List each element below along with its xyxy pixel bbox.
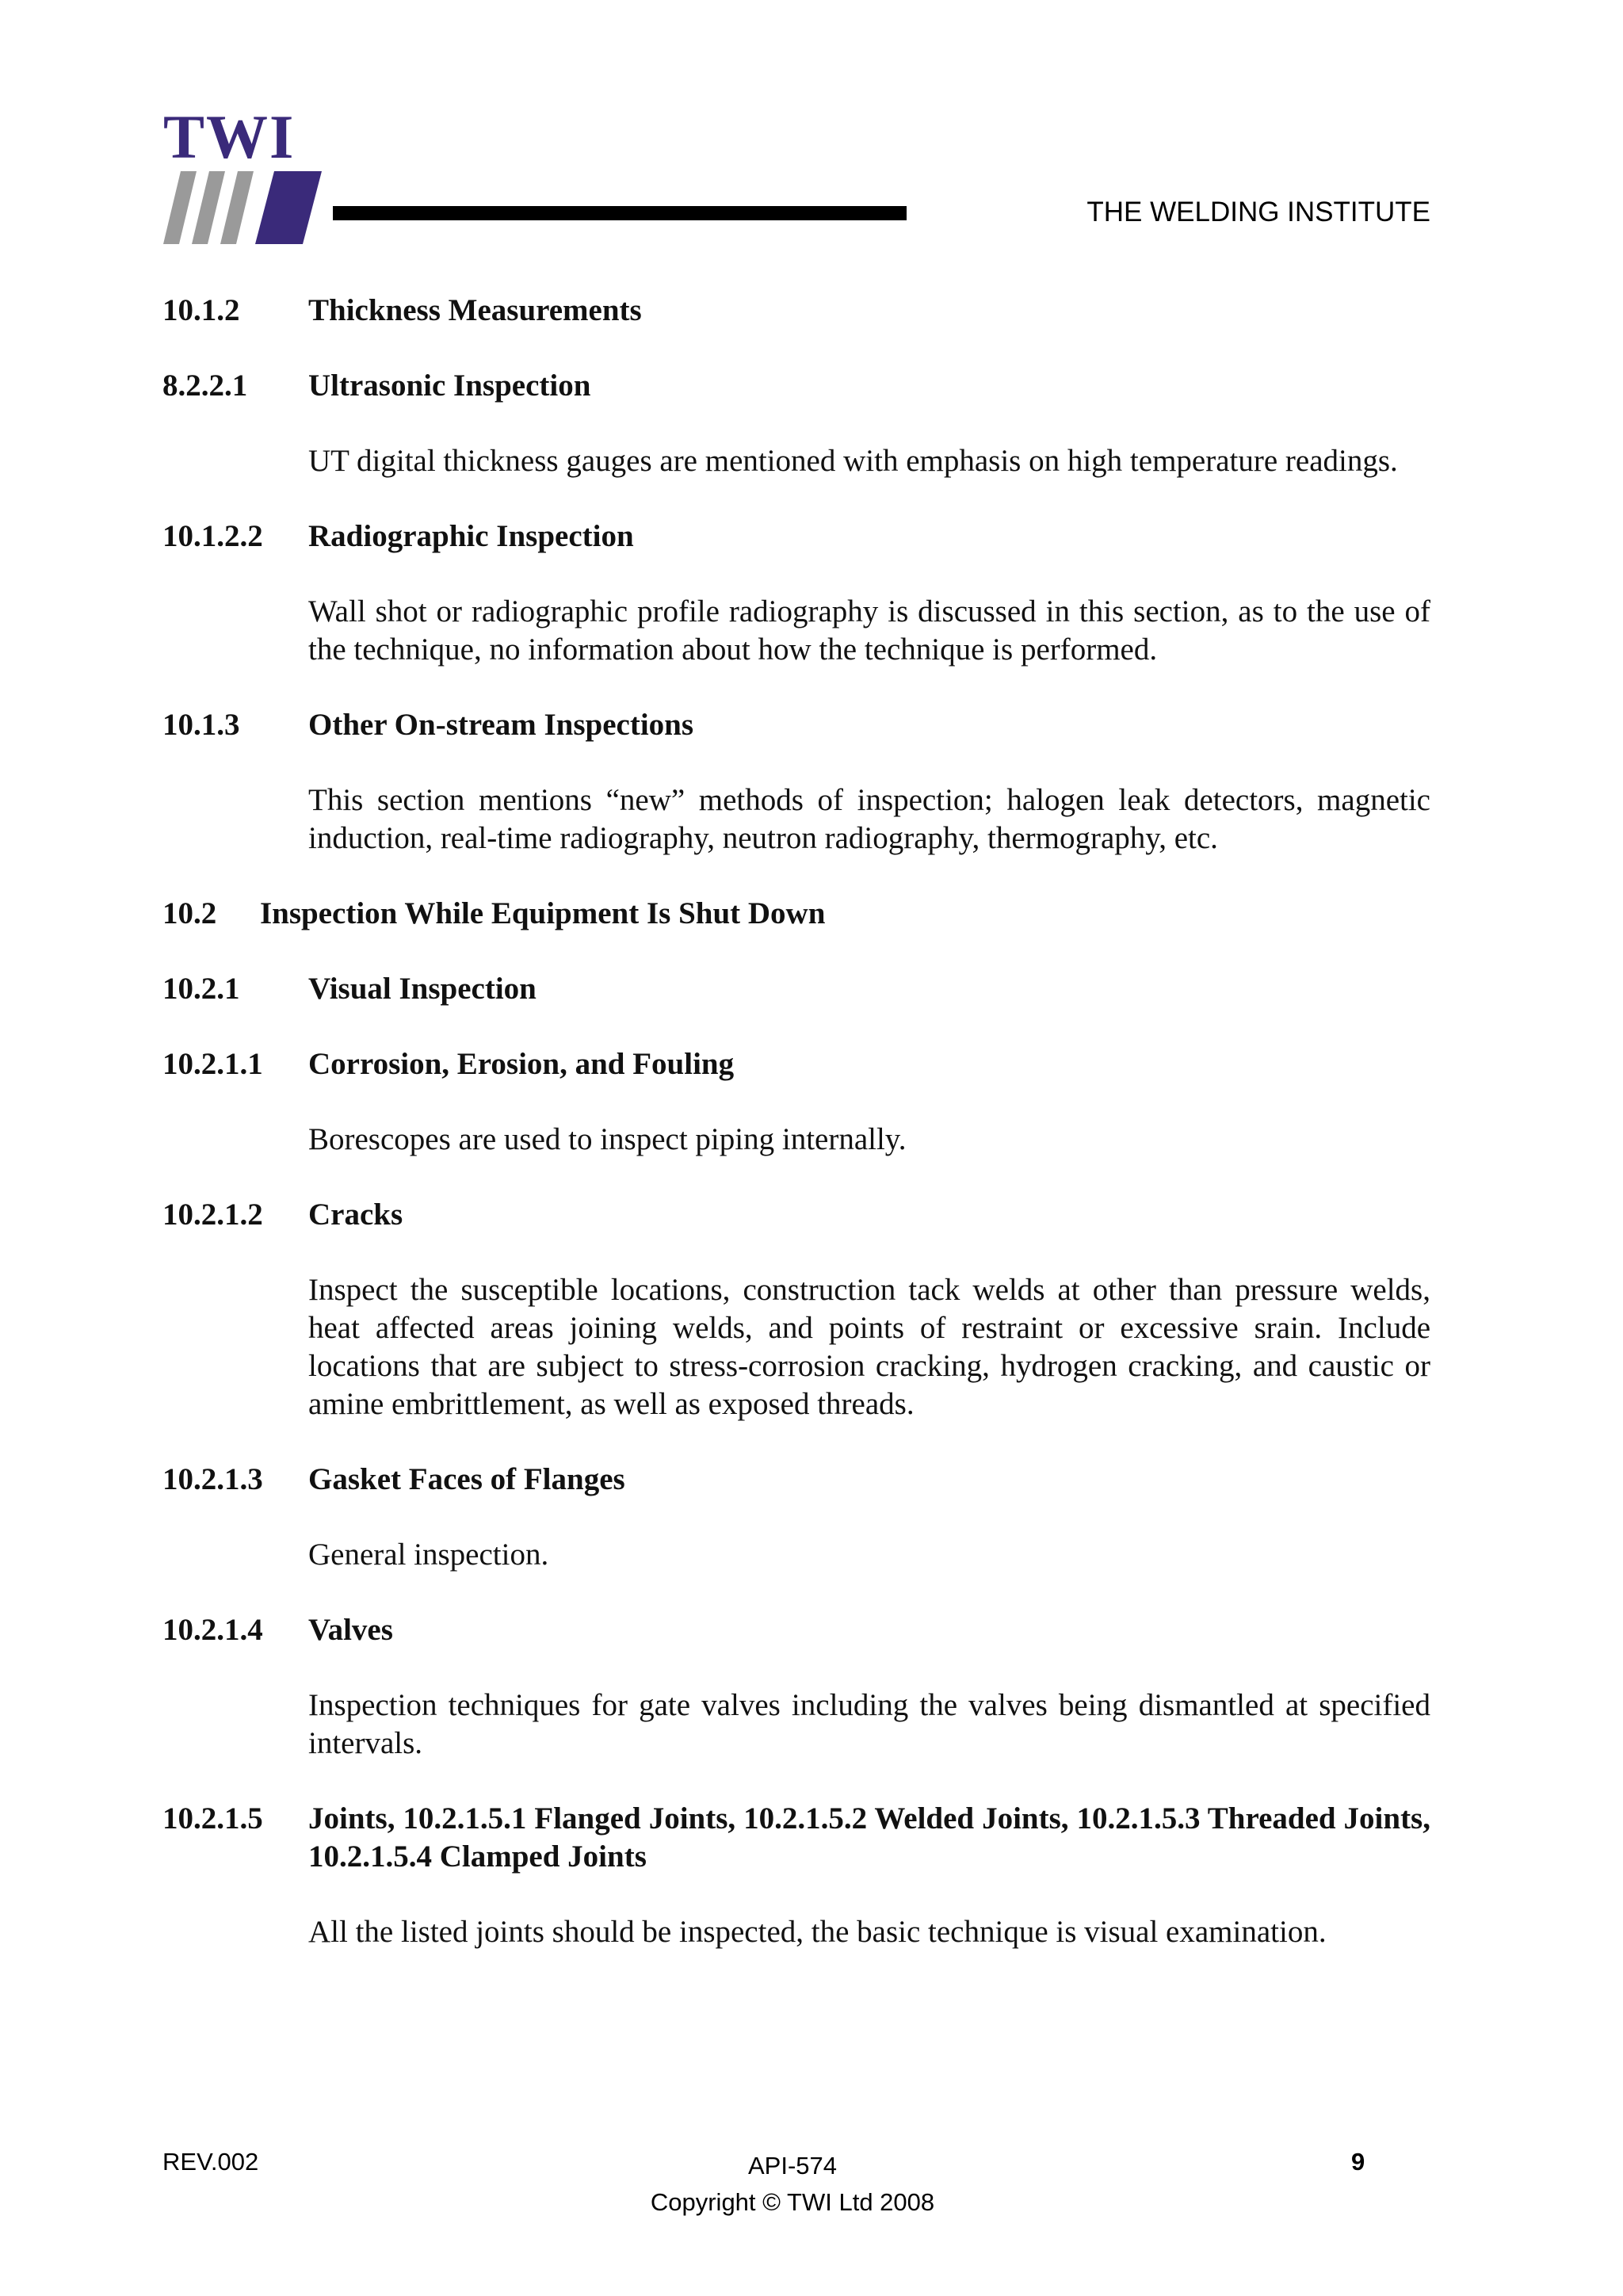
- header-rule: [333, 206, 907, 220]
- section-title: Joints, 10.2.1.5.1 Flanged Joints, 10.2.1.5.2 Welded Joints, 10.2.1.5.3 Threaded Joints, 10.2.1.5.4 Clamped Joints: [308, 1801, 1430, 1874]
- section-heading: [162, 1800, 1430, 1876]
- section-number: 10.2.1.3: [162, 1462, 263, 1496]
- twi-logo: [163, 102, 330, 244]
- section-title: Valves: [308, 1613, 393, 1647]
- document-body: [162, 292, 1430, 1988]
- section-heading: [162, 518, 1430, 556]
- section-paragraph: This section mentions “new” methods of inspection; halogen leak detectors, magnetic induction, real-time radiography, neutron radiography, thermography, etc.: [308, 783, 1430, 855]
- logo-text: TWI: [163, 102, 296, 171]
- section-title: Radiographic Inspection: [308, 519, 634, 553]
- section-number: 10.2.1.1: [162, 1047, 263, 1081]
- section-heading: [162, 1611, 1430, 1649]
- section-title: Visual Inspection: [308, 972, 537, 1006]
- section-heading: [162, 1196, 1430, 1234]
- section-number: 10.1.3: [162, 708, 240, 742]
- section-title: Ultrasonic Inspection: [308, 369, 591, 403]
- section-paragraph: Inspect the susceptible locations, construction tack welds at other than pressure welds, heat affected areas joining welds, and points of restraint or excessive srain. Include locations that are subject to stress-corrosion cracking, hydrogen cracking, and caustic or amine embrittlement, as well as exposed threads.: [308, 1273, 1430, 1421]
- section-heading: [162, 292, 1430, 330]
- section-title: Corrosion, Erosion, and Fouling: [308, 1047, 735, 1081]
- section-heading: [162, 970, 1430, 1008]
- section-title: Other On-stream Inspections: [308, 708, 694, 742]
- revision-label: REV.002: [162, 2148, 259, 2176]
- document-code: API-574: [747, 2152, 837, 2179]
- institute-name: THE WELDING INSTITUTE: [1086, 197, 1430, 227]
- section-number: 10.2.1.5: [162, 1801, 263, 1836]
- section-number: 10.2.1: [162, 972, 240, 1006]
- section-number: 10.2: [162, 896, 217, 930]
- section-title: Gasket Faces of Flanges: [308, 1462, 625, 1496]
- section-title: Cracks: [308, 1198, 403, 1232]
- footer-center: [0, 2148, 1585, 2221]
- logo-stripes-icon: [163, 171, 322, 244]
- section-heading: [162, 895, 1430, 933]
- section-title: Inspection While Equipment Is Shut Down: [260, 896, 826, 930]
- section-title: Thickness Measurements: [308, 293, 642, 327]
- section-paragraph: Wall shot or radiographic profile radiography is discussed in this section, as to the use of the technique, no information about how the technique is performed.: [308, 594, 1430, 667]
- section-paragraph: Borescopes are used to inspect piping internally.: [308, 1122, 907, 1156]
- section-paragraph: Inspection techniques for gate valves including the valves being dismantled at specified intervals.: [308, 1688, 1430, 1760]
- section-heading: [162, 706, 1430, 744]
- section-paragraph: UT digital thickness gauges are mentioned with emphasis on high temperature readings.: [308, 444, 1398, 478]
- section-number: 10.2.1.2: [162, 1198, 263, 1232]
- section-number: 10.1.2: [162, 293, 240, 327]
- section-heading: [162, 1045, 1430, 1083]
- section-number: 8.2.2.1: [162, 369, 248, 403]
- section-paragraph: General inspection.: [308, 1538, 549, 1572]
- section-paragraph: All the listed joints should be inspected, the basic technique is visual examination.: [308, 1915, 1327, 1949]
- section-number: 10.2.1.4: [162, 1613, 263, 1647]
- section-heading: [162, 367, 1430, 405]
- page-number: 9: [1351, 2148, 1365, 2176]
- section-heading: [162, 1461, 1430, 1499]
- copyright-notice: Copyright © TWI Ltd 2008: [650, 2188, 935, 2216]
- section-number: 10.1.2.2: [162, 519, 263, 553]
